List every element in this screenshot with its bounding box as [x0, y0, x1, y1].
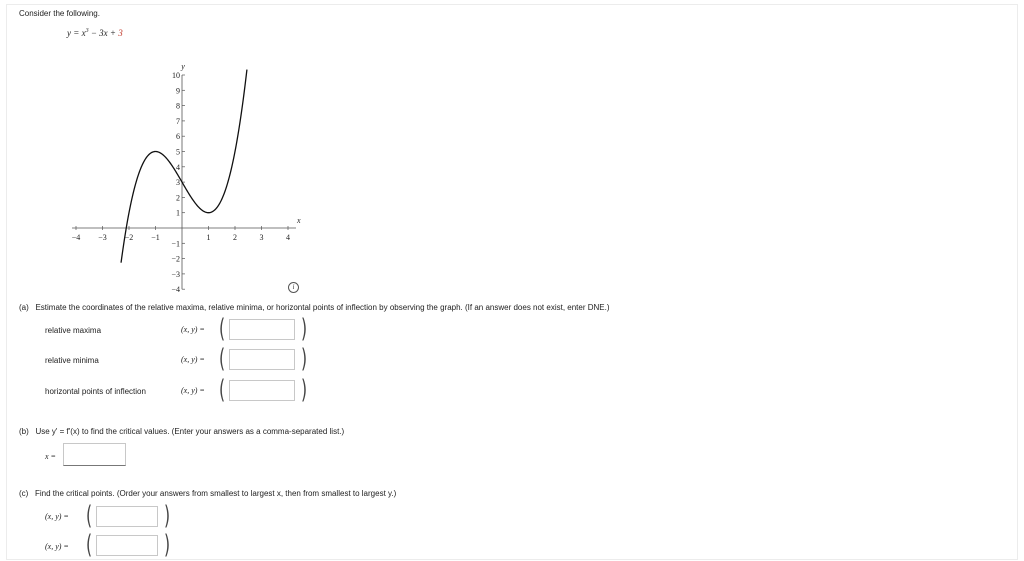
equation [67, 28, 123, 38]
critical-point-1-input[interactable] [96, 506, 158, 527]
close-paren: ) [301, 314, 308, 344]
x-tick-label: −2 [124, 233, 134, 242]
open-paren: ( [86, 530, 93, 560]
open-paren: ( [219, 375, 226, 405]
critical-values-x-label: x = [45, 452, 56, 461]
part-b-text: Use y' = f'(x) to find the critical values. (Enter your answers as a comma-separated list.) [35, 427, 345, 436]
y-tick-label: 9 [176, 86, 180, 96]
y-tick-label: −4 [171, 285, 180, 295]
inflection-label: horizontal points of inflection [45, 387, 146, 396]
x-tick-label: 2 [233, 233, 237, 242]
part-c-question [19, 489, 396, 498]
equation-exponent: 3 [85, 28, 89, 34]
y-tick-label: 5 [176, 147, 180, 157]
x-axis-label: x [297, 216, 301, 225]
part-a-label: (a) [19, 303, 29, 312]
y-tick-label: −2 [171, 254, 180, 264]
y-tick-label: 2 [176, 193, 180, 203]
equation-middle: − 3x + [88, 28, 119, 38]
y-tick-label: 10 [172, 71, 180, 80]
question-panel [6, 4, 1018, 560]
close-paren: ) [164, 501, 171, 531]
equation-lhs: y = x [67, 28, 86, 38]
open-paren: ( [219, 314, 226, 344]
y-axis-label: y [181, 62, 185, 71]
function-graph [62, 55, 312, 295]
relative-maxima-label: relative maxima [45, 326, 102, 335]
critical-point-2-input[interactable] [96, 535, 158, 556]
y-tick-label: 7 [176, 116, 180, 126]
part-b-label: (b) [19, 427, 29, 436]
x-tick-label: 4 [286, 233, 290, 242]
relative-maxima-input[interactable] [229, 319, 295, 340]
close-paren: ) [164, 530, 171, 560]
open-paren: ( [86, 501, 93, 531]
info-icon[interactable]: i [288, 282, 299, 293]
part-a-text: Estimate the coordinates of the relative maxima, relative minima, or horizontal points of inflection by observing the graph. (If an answer does not exist, enter DNE.) [35, 303, 610, 312]
equation-constant: 3 [118, 28, 123, 38]
prompt-text: Consider the following. [19, 9, 100, 18]
close-paren: ) [301, 344, 308, 374]
y-tick-label: 1 [176, 208, 180, 218]
function-curve [121, 70, 247, 263]
critical-point-1-xy: (x, y) = [45, 512, 69, 521]
inflection-input[interactable] [229, 380, 295, 401]
x-tick-label: −4 [71, 233, 81, 242]
critical-values-input[interactable] [63, 443, 126, 466]
y-tick-label: −3 [171, 269, 180, 279]
relative-maxima-xy: (x, y) = [181, 325, 205, 334]
critical-point-2-xy: (x, y) = [45, 542, 69, 551]
inflection-xy: (x, y) = [181, 386, 205, 395]
part-c-label: (c) [19, 489, 29, 498]
open-paren: ( [219, 344, 226, 374]
part-a-question [19, 303, 610, 312]
part-c-text: Find the critical points. (Order your answers from smallest to largest x, then from smallest to largest y.) [35, 489, 397, 498]
part-b-question [19, 427, 344, 436]
relative-minima-label: relative minima [45, 356, 99, 365]
relative-minima-xy: (x, y) = [181, 355, 205, 364]
relative-minima-input[interactable] [229, 349, 295, 370]
x-tick-label: −1 [151, 233, 160, 242]
close-paren: ) [301, 375, 308, 405]
y-tick-label: −1 [171, 239, 180, 249]
y-tick-label: 6 [176, 132, 180, 142]
x-tick-label: 1 [206, 233, 211, 242]
y-tick-label: 8 [176, 101, 180, 111]
y-tick-label: 3 [176, 178, 180, 188]
x-tick-label: −3 [98, 233, 107, 242]
y-tick-label: 4 [176, 162, 180, 172]
x-tick-label: 3 [259, 233, 264, 242]
